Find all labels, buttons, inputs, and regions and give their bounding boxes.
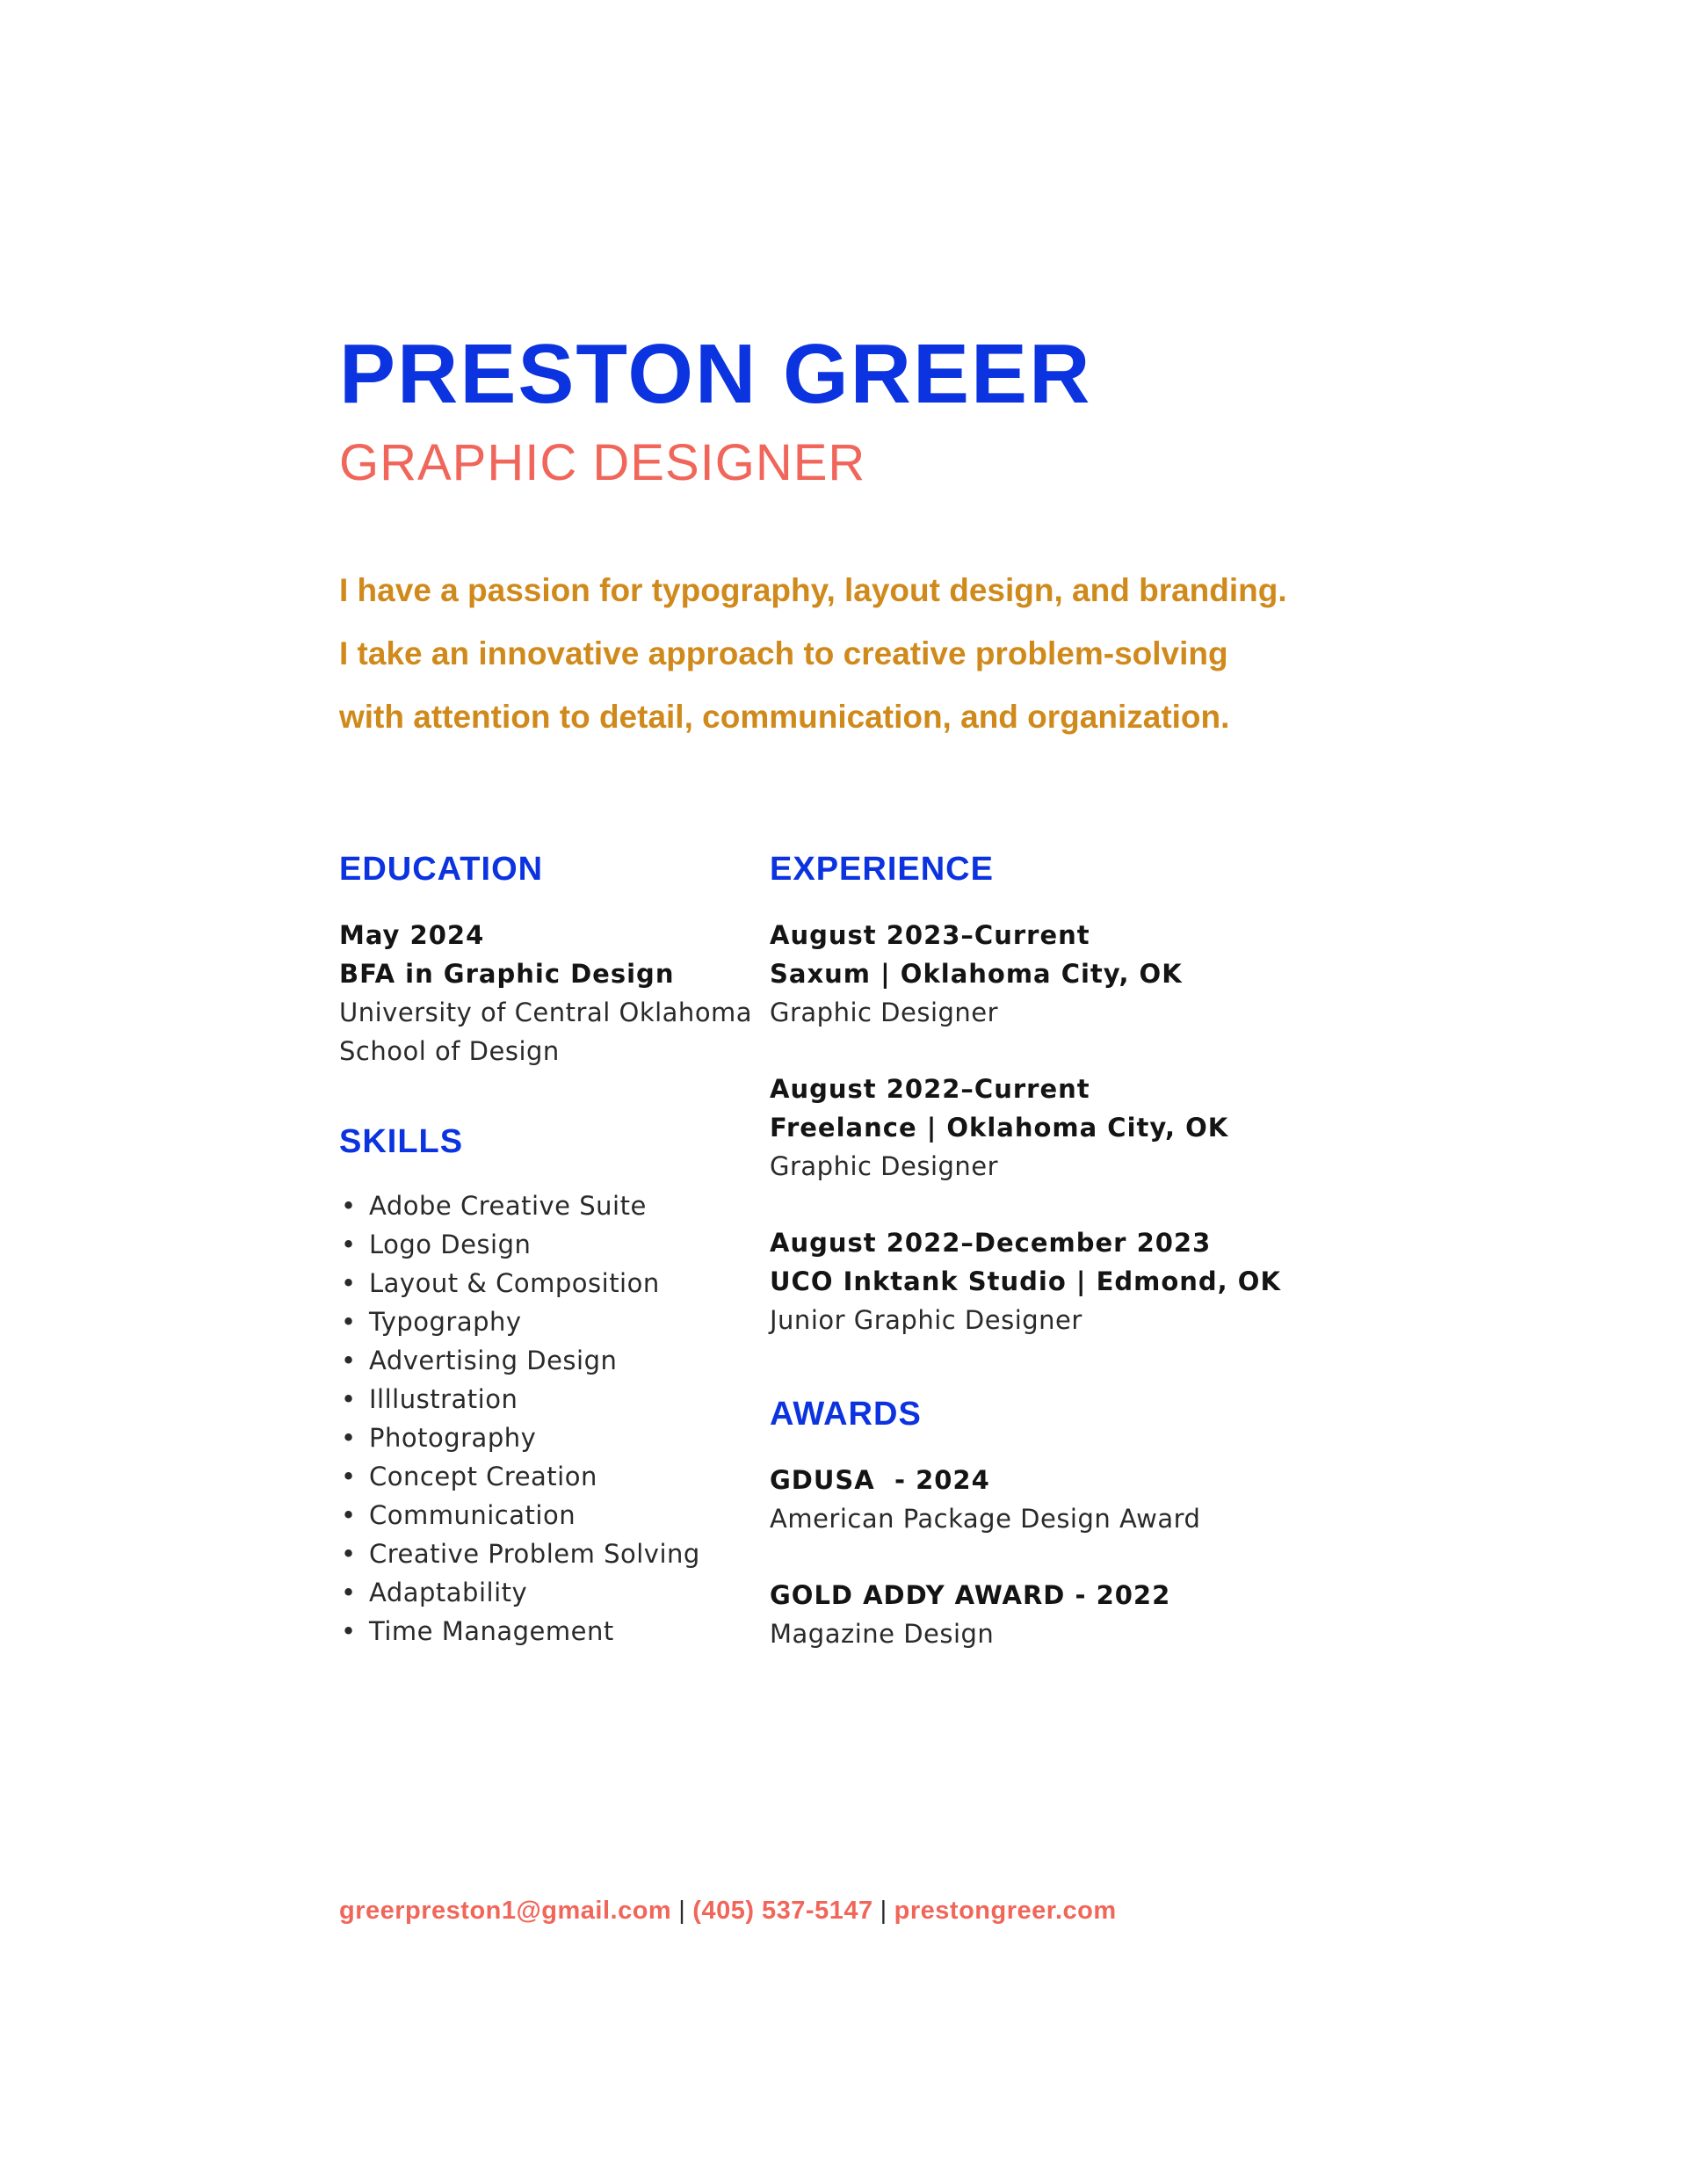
skill-label: Adobe Creative Suite [369, 1191, 647, 1221]
list-item [339, 1264, 752, 1302]
experience-entry [770, 1070, 1385, 1186]
bullet-icon: • [341, 1578, 357, 1607]
skill-label: Logo Design [369, 1230, 532, 1259]
bullet-icon: • [341, 1346, 357, 1375]
skill-label: Advertising Design [369, 1346, 618, 1375]
job-position: Junior Graphic Designer [770, 1305, 1082, 1335]
education-degree: BFA in Graphic Design [339, 959, 675, 989]
award-entry [770, 1461, 1385, 1538]
list-item [339, 1186, 752, 1225]
list-item [339, 1573, 752, 1612]
bullet-icon: • [341, 1230, 357, 1259]
skill-label: Typography [369, 1307, 522, 1337]
contact-footer [339, 1898, 1117, 1924]
separator: | [880, 1897, 887, 1925]
website-link[interactable]: prestongreer.com [894, 1897, 1117, 1925]
job-company: Saxum | Oklahoma City, OK [770, 959, 1183, 989]
skill-label: Communication [369, 1500, 576, 1530]
job-dates: August 2022–Current [770, 1074, 1090, 1104]
job-company: UCO Inktank Studio | Edmond, OK [770, 1266, 1281, 1296]
summary [339, 559, 1394, 749]
candidate-name: PRESTON GREER [339, 327, 1092, 421]
skill-label: Photography [369, 1423, 537, 1453]
list-item [339, 1380, 752, 1419]
separator: | [678, 1897, 686, 1925]
list-item [339, 1457, 752, 1496]
education-school-dept: School of Design [339, 1036, 560, 1066]
education-entry [339, 916, 752, 1070]
bullet-icon: • [341, 1462, 357, 1491]
experience-entry [770, 916, 1385, 1032]
bullet-icon: • [341, 1423, 357, 1453]
list-item [339, 1341, 752, 1380]
bullet-icon: • [341, 1307, 357, 1337]
award-name: GOLD ADDY AWARD - 2022 [770, 1580, 1171, 1610]
award-name: GDUSA - 2024 [770, 1465, 990, 1495]
summary-line: I take an innovative approach to creative problem-solving [339, 635, 1228, 671]
bullet-icon: • [341, 1500, 357, 1530]
list-item [339, 1612, 752, 1651]
list-item [339, 1535, 752, 1573]
bullet-icon: • [341, 1539, 357, 1569]
list-item [339, 1496, 752, 1535]
job-position: Graphic Designer [770, 998, 999, 1027]
job-title: GRAPHIC DESIGNER [339, 434, 866, 491]
skill-label: Time Management [369, 1616, 614, 1646]
skills-list [339, 1186, 752, 1651]
bullet-icon: • [341, 1616, 357, 1646]
bullet-icon: • [341, 1384, 357, 1414]
skill-label: Layout & Composition [369, 1268, 660, 1298]
education-school: University of Central Oklahoma [339, 998, 753, 1027]
education-heading: EDUCATION [339, 851, 544, 888]
left-column [339, 853, 752, 1651]
job-company: Freelance | Oklahoma City, OK [770, 1113, 1229, 1143]
right-column [770, 853, 1385, 1653]
award-entry [770, 1576, 1385, 1653]
skill-label: Adaptability [369, 1578, 528, 1607]
skill-label: Concept Creation [369, 1462, 597, 1491]
education-date: May 2024 [339, 920, 485, 950]
experience-entry [770, 1223, 1385, 1339]
award-detail: American Package Design Award [770, 1504, 1201, 1534]
award-detail: Magazine Design [770, 1619, 995, 1649]
bullet-icon: • [341, 1268, 357, 1298]
bullet-icon: • [341, 1191, 357, 1221]
phone-link[interactable]: (405) 537-5147 [692, 1897, 873, 1925]
summary-line: I have a passion for typography, layout design, and branding. [339, 572, 1287, 608]
skills-heading: SKILLS [339, 1123, 464, 1160]
skill-label: Illlustration [369, 1384, 518, 1414]
list-item [339, 1302, 752, 1341]
skill-label: Creative Problem Solving [369, 1539, 700, 1569]
experience-heading: EXPERIENCE [770, 851, 994, 888]
job-dates: August 2023–Current [770, 920, 1090, 950]
awards-heading: AWARDS [770, 1396, 922, 1433]
job-position: Graphic Designer [770, 1151, 999, 1181]
list-item [339, 1225, 752, 1264]
email-link[interactable]: greerpreston1@gmail.com [339, 1897, 672, 1925]
list-item [339, 1419, 752, 1457]
job-dates: August 2022–December 2023 [770, 1228, 1212, 1258]
summary-line: with attention to detail, communication, and organization. [339, 699, 1230, 735]
